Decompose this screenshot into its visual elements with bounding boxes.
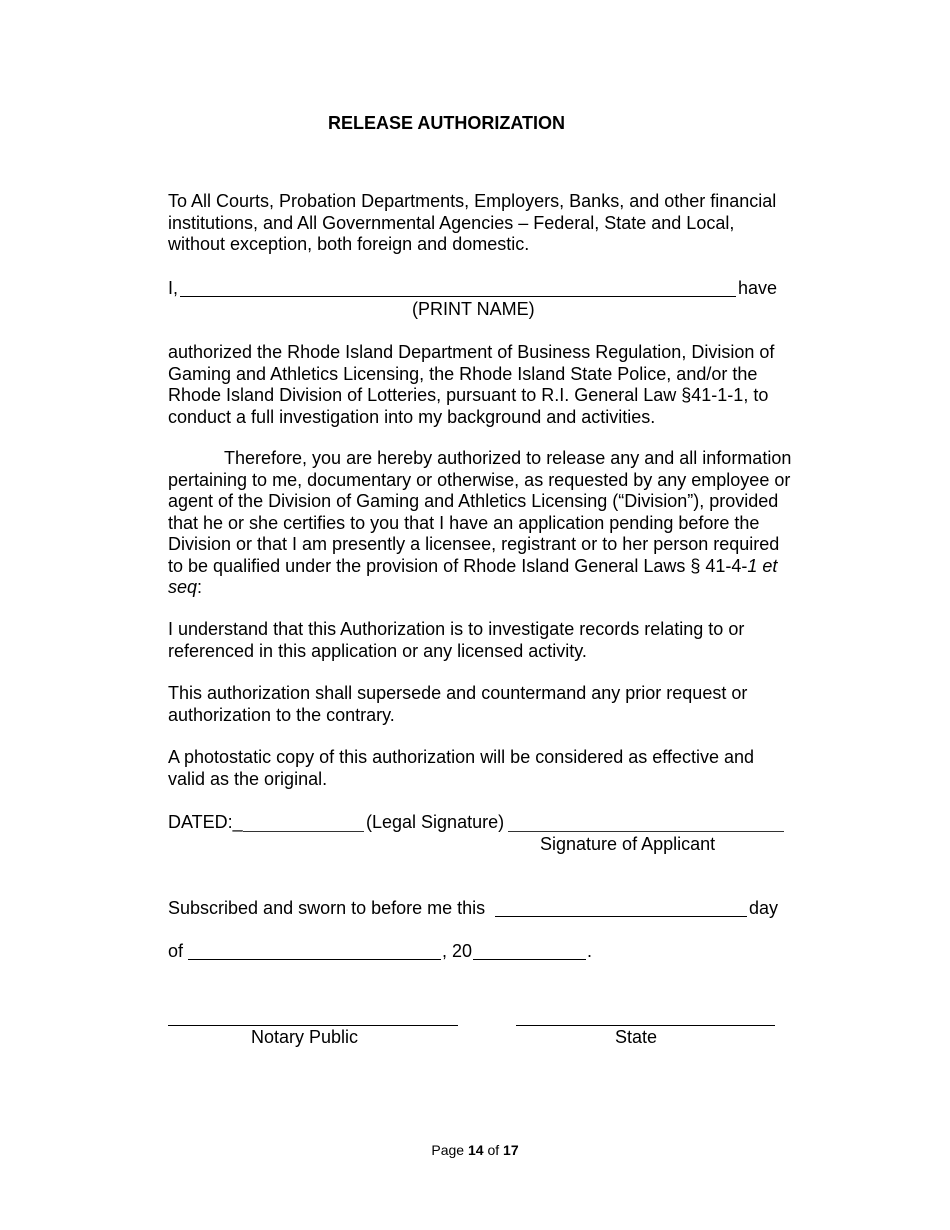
address-paragraph: To All Courts, Probation Departments, Employers, Banks, and other financial institutions, and All Governmental Agencies – Federal, State and Local, without exception, both foreign and domestic. xyxy=(168,191,777,254)
year-field[interactable] xyxy=(473,959,586,960)
dated-field[interactable] xyxy=(243,831,364,832)
sworn-day-field[interactable] xyxy=(495,916,747,917)
sworn-prefix: Subscribed and sworn to before me this xyxy=(168,898,486,918)
legal-signature-label: (Legal Signature) xyxy=(366,812,505,832)
of-label: of xyxy=(487,1142,500,1158)
year-prefix: , 20 xyxy=(442,941,473,961)
legal-signature-field[interactable] xyxy=(508,831,784,832)
state-caption: State xyxy=(615,1027,658,1047)
therefore-paragraph xyxy=(168,448,793,599)
notary-public-caption: Notary Public xyxy=(251,1027,359,1047)
supersede-paragraph: This authorization shall supersede and countermand any prior request or authorization to the contrary. xyxy=(168,683,748,725)
signature-of-applicant-caption: Signature of Applicant xyxy=(540,834,716,854)
document-title: RELEASE AUTHORIZATION xyxy=(328,113,565,133)
authorized-paragraph: authorized the Rhode Island Department of Business Regulation, Division of Gaming and Athletics Licensing, the Rhode Island State Police, and/or the Rhode Island Division of Lotteries, pursuant to R.I. General Law §41-1-1, to conduct a full investigation into my background and activities. xyxy=(168,342,775,427)
of-prefix: of xyxy=(168,941,184,961)
sworn-suffix: day xyxy=(749,898,779,918)
month-field[interactable] xyxy=(188,959,441,960)
of-line-end: . xyxy=(587,941,593,961)
dated-label: DATED:_ xyxy=(168,812,243,832)
understand-paragraph: I understand that this Authorization is to investigate records relating to or referenced in this application or any licensed activity. xyxy=(168,619,745,661)
name-prefix: I, xyxy=(168,278,179,298)
current-page-number: 14 xyxy=(467,1142,484,1158)
photostatic-paragraph: A photostatic copy of this authorization will be considered as effective and valid as the original. xyxy=(168,747,755,789)
print-name-caption: (PRINT NAME) xyxy=(412,299,535,319)
page-label: Page xyxy=(431,1142,465,1158)
therefore-end: : xyxy=(197,577,203,597)
name-suffix: have xyxy=(738,278,778,298)
page-footer xyxy=(0,1141,950,1159)
et-seq-italic: 1 et seq xyxy=(168,555,778,597)
total-pages-number: 17 xyxy=(503,1142,519,1158)
print-name-field[interactable] xyxy=(180,296,736,297)
therefore-text: Therefore, you are hereby authorized to release any and all information pertaining to me, documentary or otherwise, as requested by any employee or agent of the Division of Gaming and Athletics Licensing (“Division”), provided that he or she certifies to you that I have an application pending before the Division or that I am presently a licensee, registrant or to her person required to be qualified under the provision of Rhode Island General Laws § 41-4- xyxy=(168,448,792,576)
